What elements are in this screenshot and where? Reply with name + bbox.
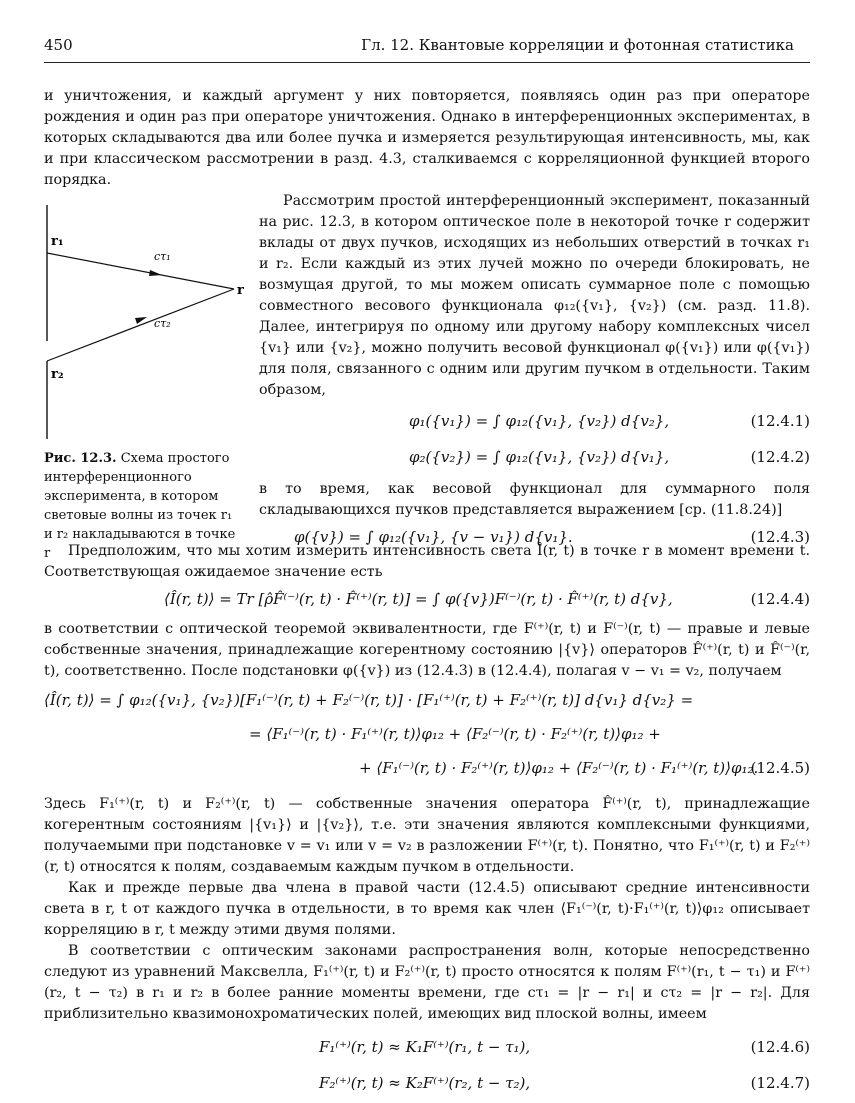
equation-line-2: = ⟨F₁⁽⁻⁾(r, t) · F₁⁽⁺⁾(r, t)⟩φ₁₂ + ⟨F₂⁽⁻⁾(r, t) · F₂⁽⁺⁾(r, t)⟩φ₁₂ + [249,725,661,743]
equation-number: (12.4.5) [750,759,810,777]
paragraph: Рассмотрим простой интерференционный эксперимент, показанный на рис. 12.3, в котором оптическое поле в некоторой точке r содержит вклады от двух пучков, исходящих из небольших отверстий в точках r₁ и r₂. Если каждый из этих лучей можно по очереди блокировать, не возмущая другой, то мы можем описать суммарное поле с помощью совместного весового функционала φ₁₂({v₁}, {v₂}) (см. разд. 11.8). Далее, интегрируя по одному или другому набору комплексных чисел {v₁} или {v₂}, можно получить весовой функционал φ({v₁}) или φ({v₁}) для поля, связанного с одним или другим пучком в отдельности. Таким образом, [259,193,810,398]
equation-formula: ⟨Î(r, t)⟩ = Tr [ρ̂F̂⁽⁻⁾(r, t) · F̂⁽⁺⁾(r, t)] = ∫ φ({v})F⁽⁻⁾(r, t) · F̂⁽⁺⁾(r, t) d{v}, [164,590,673,608]
equation-number: (12.4.2) [750,448,810,466]
header-rule [44,62,810,63]
equation-12-4-4 [44,583,810,619]
label-ct2: cτ₂ [154,317,171,330]
page-number: 450 [44,36,73,54]
equation-12-4-1 [259,405,810,441]
equation-number: (12.4.4) [750,590,810,608]
equation-line-3: + ⟨F₁⁽⁻⁾(r, t) · F₂⁽⁺⁾(r, t)⟩φ₁₂ + ⟨F₂⁽⁻⁾(r, t) · F₁⁽⁺⁾(r, t)⟩φ₁₂. [359,759,759,777]
equation-formula: φ₁({v₁}) = ∫ φ₁₂({v₁}, {v₂}) d{v₂}, [409,412,670,430]
page-body [44,86,810,1103]
paragraph: в соответствии с оптической теоремой эквивалентности, где F⁽⁺⁾(r, t) и F⁽⁻⁾(r, t) — правые и левые собственные значения, принадлежащие когерентному состоянию |{v}⟩ операторов F̂⁽⁺⁾(r, t) и F̂⁽⁻⁾(r, t), соответственно. После подстановки φ({v}) из (12.4.3) в (12.4.4), полагая v − v₁ = v₂, получаем [44,621,810,679]
equation-formula: F₁⁽⁺⁾(r, t) ≈ K₁F⁽⁺⁾(r₁, t − τ₁), [319,1038,531,1056]
interference-diagram [44,191,254,441]
caption-text: Схема простого интерференционного эксперимента, в котором световые волны из точек r₁ и r₂ накладываются в точке r [44,451,236,561]
equation-number: (12.4.6) [750,1038,810,1056]
equation-12-4-2 [259,441,810,477]
paragraph: Здесь F₁⁽⁺⁾(r, t) и F₂⁽⁺⁾(r, t) — собственные значения оператора F̂⁽⁺⁾(r, t), принадлежащие когерентным состояниям |{v₁}⟩ и |{v₂}⟩, т.е. эти значения являются комплексными функциями, получаемыми при подстановке v = v₁ или v = v₂ в разложении F⁽⁺⁾(r, t). Понятно, что F₁⁽⁺⁾(r, t) и F₂⁽⁺⁾(r, t) относятся к полям, создаваемым каждым пучком в отдельности. [44,796,810,875]
running-title: Гл. 12. Квантовые корреляции и фотонная статистика [361,36,794,54]
figure-block [44,191,810,561]
paragraph: Как и прежде первые два члена в правой части (12.4.5) описывают средние интенсивности света в r, t от каждого пучка в отдельности, в то время как член ⟨F₁⁽⁻⁾(r, t)·F₁⁽⁺⁾(r, t)⟩φ₁₂ описывает корреляцию в r, t между этими двумя полями. [44,880,810,938]
page [44,36,810,1092]
equation-12-4-3 [259,521,810,557]
paragraph: в то время, как весовой функционал для суммарного поля складывающихся пучков представляется выражением [ср. (11.8.24)] [259,481,810,518]
equation-number: (12.4.7) [750,1074,810,1092]
equation-12-4-5 [44,682,810,794]
equation-line-1: ⟨Î(r, t)⟩ = ∫ φ₁₂({v₁}, {v₂})[F₁⁽⁻⁾(r, t) + F₂⁽⁻⁾(r, t)] · [F₁⁽⁺⁾(r, t) + F₂⁽⁺⁾(r, t)] d{v₁} d{v₂} = [44,691,694,709]
equation-formula: φ({v}) = ∫ φ₁₂({v₁}, {v − v₁}) d{v₁}. [294,528,573,546]
paragraph: и уничтожения, и каждый аргумент у них повторяется, появляясь один раз при операторе рождения и один раз при операторе уничтожения. Однако в интерференционных экспериментах, в которых складываются два или более пучка и измеряется результирующая интенсивность, мы, как и при классическом рассмотрении в разд. 4.3, сталкиваемся с корреляционной функцией второго порядка. [44,88,810,188]
ray-1 [47,253,234,289]
label-r1: r₁ [51,234,64,249]
equation-12-4-6 [44,1031,810,1067]
equation-12-4-7 [44,1067,810,1103]
figure-12-3 [44,191,254,561]
equation-formula: φ₂({v₂}) = ∫ φ₁₂({v₁}, {v₂}) d{v₁}, [409,448,670,466]
equation-number: (12.4.3) [750,528,810,546]
ray-2 [47,289,234,361]
figure-caption [44,449,244,563]
label-ct1: cτ₁ [154,250,171,263]
arrow-1 [149,270,162,276]
paragraph: Предположим, что мы хотим измерить интенсивность света Î(r, t) в точке r в момент времени t. Соответствующая ожидаемое значение есть [44,543,810,580]
equation-formula: F₂⁽⁺⁾(r, t) ≈ K₂F⁽⁺⁾(r₂, t − τ₂), [319,1074,531,1092]
caption-label: Рис. 12.3. [44,451,117,466]
figure-side-text [259,191,810,557]
label-r: r [237,283,244,298]
running-header [44,36,810,58]
paragraph: В соответствии с оптическим законами распространения волн, которые непосредственно следуют из уравнений Максвелла, F₁⁽⁺⁾(r, t) и F₂⁽⁺⁾(r, t) просто относятся к полям F⁽⁺⁾(r₁, t − τ₁) и F⁽⁺⁾(r₂, t − τ₂) в r₁ и r₂ в более ранние моменты времени, где cτ₁ = |r − r₁| и cτ₂ = |r − r₂|. Для приблизительно квазимонохроматических полей, имеющих вид плоской волны, имеем [44,943,810,1022]
equation-number: (12.4.1) [750,412,810,430]
label-r2: r₂ [51,367,64,382]
